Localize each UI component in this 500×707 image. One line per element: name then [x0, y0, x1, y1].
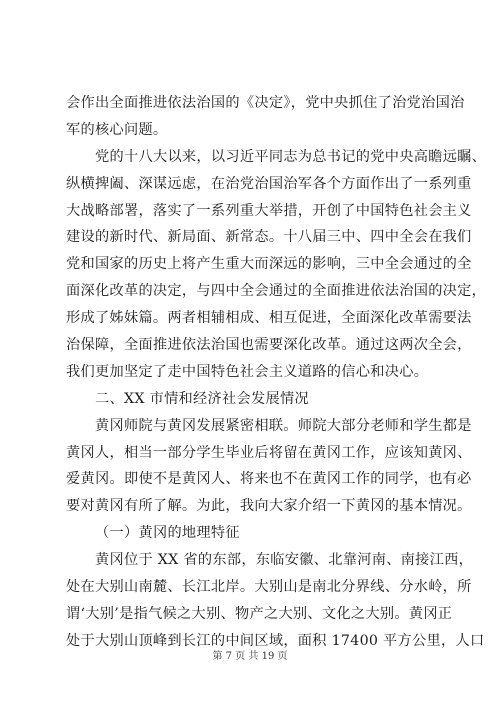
text-line: 黄冈人，相当一部分学生毕业后将留在黄冈工作，应该知黄冈、 — [66, 444, 472, 461]
document-body — [66, 90, 487, 655]
text-line: 二、XX 市情和经济社会发展情况 — [95, 390, 309, 407]
text-line: 会作出全面推进依法治国的《决定》，党中央抓住了治党治国治 — [66, 95, 465, 111]
text-line: 处于大别山顶峰到长江的中间区域，面积 17400 平方公里，人口 — [66, 632, 485, 649]
text-line: 谓‘大别’是指气候之大别、物产之大别、文化之大别。黄冈正 — [66, 605, 453, 622]
text-line: 建设的新时代、新局面、新常态。十八届三中、四中全会在我们 — [66, 229, 472, 246]
text-line: 形成了姊妹篇。两者相辅相成、相互促进，全面深化改革需要法 — [66, 310, 472, 327]
text-line: 面深化改革的决定，与四中全会通过的全面推进依法治国的决定， — [66, 283, 487, 300]
text-line: 黄冈师院与黄冈发展紧密相联。师院大部分老师和学生都是 — [95, 417, 472, 434]
text-line: 治保障，全面推进依法治国也需要深化改革。通过这两次全会， — [66, 337, 472, 354]
text-line: 大战略部署，落实了一系列重大举措，开创了中国特色社会主义 — [66, 202, 472, 219]
text-line: 处在大别山南麓、长江北岸。大别山是南北分界线、分水岭，所 — [66, 579, 472, 596]
text-line: 黄冈位于 XX 省的东部，东临安徽、北靠河南、南接江西， — [95, 552, 474, 569]
text-line: 党的十八大以来，以习近平同志为总书记的党中央高瞻远瞩、 — [95, 148, 487, 165]
text-line: 要对黄冈有所了解。为此，我向大家介绍一下黄冈的基本情况。 — [66, 498, 472, 515]
text-line: 爱黄冈。即使不是黄冈人、将来也不在黄冈工作的同学，也有必 — [66, 471, 472, 488]
text-line: 我们更加坚定了走中国特色社会主义道路的信心和决心。 — [66, 363, 429, 380]
text-line: 军的核心问题。 — [66, 121, 168, 138]
text-line: 纵横捭阖、深谋远虑，在治党治国治军各个方面作出了一系列重 — [66, 175, 472, 192]
text-line: （一）黄冈的地理特征 — [95, 525, 240, 542]
text-line: 党和国家的历史上将产生重大而深远的影响，三中全会通过的全 — [66, 256, 472, 273]
page-footer: 第 7 页 共 19 页 — [212, 651, 288, 662]
